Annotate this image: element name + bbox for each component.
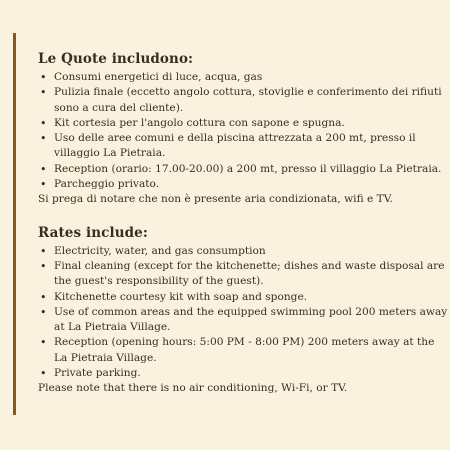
- english-heading: Rates include:: [38, 224, 148, 241]
- list-item-text: Reception (opening hours: 5:00 PM - 8:00 PM) 200 meters away at the La Pietraia Village.: [54, 336, 435, 364]
- italian-heading: Le Quote includono:: [38, 51, 194, 67]
- list-item: [38, 177, 450, 192]
- list-item: [38, 335, 450, 366]
- list-item-text: Pulizia finale (eccetto angolo cottura, stoviglie e conferimento dei rifiuti sono a cura del cliente).: [54, 86, 442, 114]
- list-item-text: Consumi energetici di luce, acqua, gas: [54, 71, 263, 83]
- list-item-text: Kit cortesia per l'angolo cottura con sapone e spugna.: [54, 116, 345, 129]
- italian-note: Si prega di notare che non è presente aria condizionata, wifi e TV.: [38, 193, 393, 206]
- english-list: [38, 244, 450, 382]
- list-item-text: Use of common areas and the equipped swimming pool 200 meters away at La Pietraia Village.: [54, 305, 448, 334]
- list-item: [38, 244, 450, 259]
- list-item: [38, 116, 450, 131]
- list-item-text: Electricity, water, and gas consumption: [54, 244, 266, 257]
- list-item-text: Private parking.: [54, 367, 141, 380]
- list-item: [38, 70, 450, 85]
- list-item: [38, 305, 450, 336]
- accent-vertical-rule: [13, 33, 16, 415]
- list-item: [38, 162, 450, 177]
- list-item: [38, 259, 450, 290]
- list-item-text: Kitchenette courtesy kit with soap and sponge.: [54, 290, 308, 303]
- italian-section: [38, 50, 450, 208]
- list-item: [38, 366, 450, 381]
- list-item: [38, 85, 450, 116]
- english-section: [38, 224, 450, 397]
- italian-list: [38, 70, 450, 192]
- list-item: [38, 290, 450, 305]
- list-item-text: Final cleaning (except for the kitchenette; dishes and waste disposal are the guest's responsibility of the guest).: [54, 259, 445, 288]
- english-note: Please note that there is no air conditioning, Wi-Fi, or TV.: [38, 382, 348, 395]
- list-item: [38, 131, 450, 162]
- list-item-text: Reception (orario: 17.00-20.00) a 200 mt, presso il villaggio La Pietraia.: [54, 162, 442, 175]
- list-item-text: Parcheggio privato.: [54, 178, 160, 191]
- list-item-text: Uso delle aree comuni e della piscina attrezzata a 200 mt, presso il villaggio La Pietraia.: [54, 132, 416, 160]
- rates-content: [38, 50, 450, 397]
